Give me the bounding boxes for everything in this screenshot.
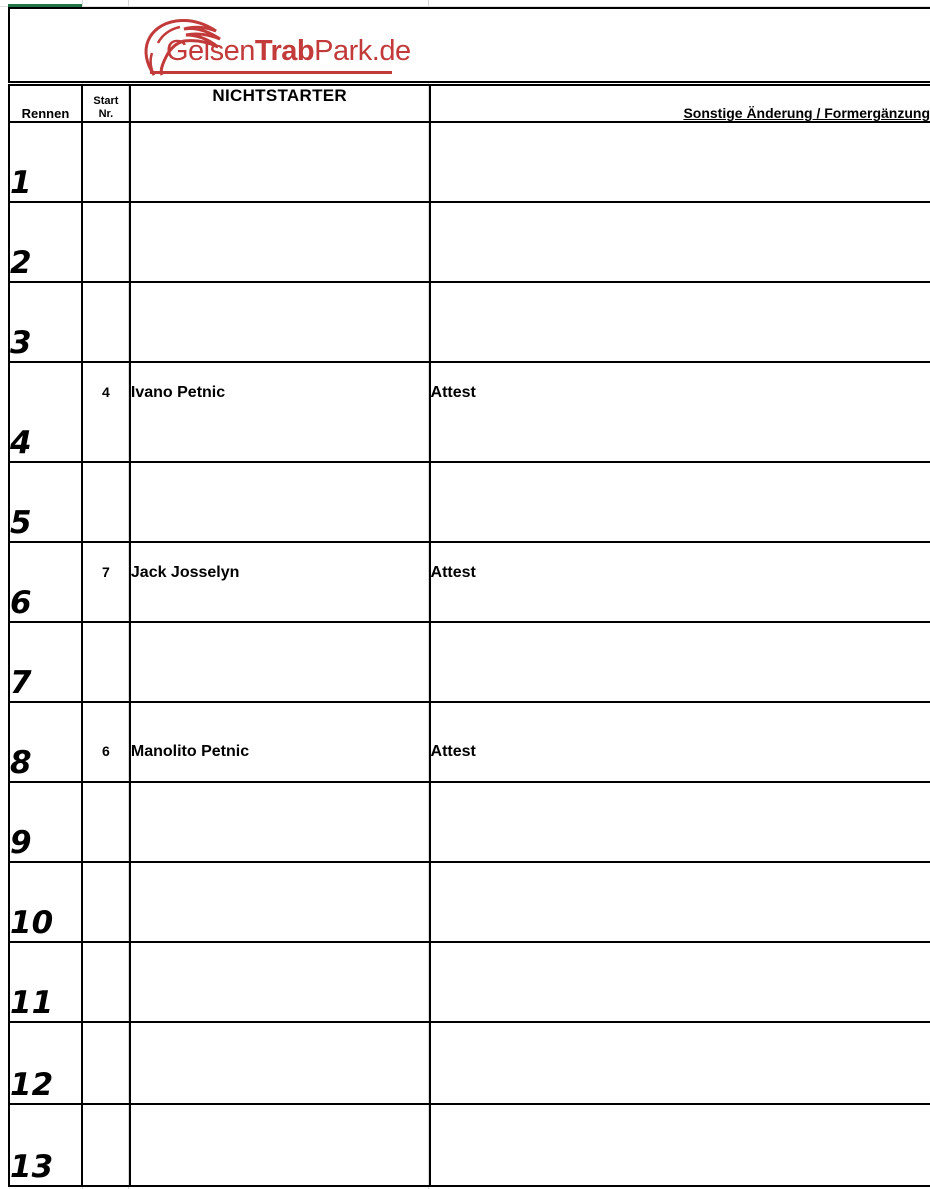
remark-cell[interactable] (430, 942, 930, 1022)
remark-cell[interactable] (430, 542, 930, 622)
horse-name (131, 1023, 429, 1044)
race-number-cell[interactable]: 13 (9, 1104, 82, 1186)
horse-name (131, 463, 429, 484)
start-number-cell[interactable] (82, 782, 130, 862)
horse-name (131, 863, 429, 884)
header-start-line2: Nr. (98, 108, 114, 120)
remark-text: Attest (430, 743, 476, 760)
start-number-cell[interactable] (82, 622, 130, 702)
table-row (9, 542, 930, 622)
start-number (83, 283, 129, 304)
remark-text (431, 863, 930, 884)
logo-header-cell[interactable] (8, 7, 930, 83)
race-number-cell[interactable]: 6 (9, 542, 82, 622)
start-number: 7 (102, 564, 110, 580)
start-number-cell[interactable] (82, 122, 130, 202)
gelsentrabpark-logo (136, 13, 436, 79)
race-number-cell[interactable]: 4 (9, 362, 82, 462)
remark-text (431, 123, 930, 144)
remark-text (431, 1105, 930, 1126)
start-number (83, 123, 129, 144)
remark-cell[interactable] (430, 202, 930, 282)
logo-underline (150, 71, 392, 74)
table-row (9, 782, 930, 862)
table-row (9, 122, 930, 202)
start-number (83, 623, 129, 644)
horse-name-cell[interactable] (130, 542, 430, 622)
remark-cell[interactable] (430, 702, 930, 782)
start-number-cell[interactable] (82, 362, 130, 462)
start-number-cell[interactable] (82, 1104, 130, 1186)
horse-name-cell[interactable] (130, 862, 430, 942)
start-number (83, 1105, 129, 1126)
remark-text: Attest (430, 564, 476, 581)
horse-name-cell[interactable] (130, 282, 430, 362)
race-number-cell[interactable]: 8 (9, 702, 82, 782)
race-number-cell[interactable]: 1 (9, 122, 82, 202)
start-number (83, 1023, 129, 1044)
start-number-cell[interactable] (82, 282, 130, 362)
remark-cell[interactable] (430, 622, 930, 702)
table-row (9, 282, 930, 362)
horse-name-cell[interactable] (130, 622, 430, 702)
horse-name-cell[interactable] (130, 1104, 430, 1186)
start-number (83, 203, 129, 224)
horse-name (131, 943, 429, 964)
race-number-cell[interactable]: 7 (9, 622, 82, 702)
horse-name-cell[interactable] (130, 942, 430, 1022)
remark-cell[interactable] (430, 1104, 930, 1186)
horse-name-cell[interactable] (130, 462, 430, 542)
table-row (9, 622, 930, 702)
horse-name: Ivano Petnic (130, 384, 226, 401)
horse-name (131, 123, 429, 144)
start-number: 4 (102, 384, 110, 400)
logo-text: GelsenTrabPark.de (166, 35, 411, 67)
start-number-cell[interactable] (82, 702, 130, 782)
remark-text (431, 783, 930, 804)
race-number-cell[interactable]: 10 (9, 862, 82, 942)
header-sonstige[interactable]: Sonstige Änderung / Formergänzung (430, 85, 930, 122)
start-number-cell[interactable] (82, 202, 130, 282)
header-row (9, 85, 930, 122)
horse-name: Manolito Petnic (130, 743, 250, 760)
table-row (9, 202, 930, 282)
horse-name-cell[interactable] (130, 362, 430, 462)
remark-text (431, 1023, 930, 1044)
remark-text: Attest (430, 384, 476, 401)
remark-cell[interactable] (430, 362, 930, 462)
horse-name-cell[interactable] (130, 702, 430, 782)
header-nichtstarter[interactable]: NICHTSTARTER (130, 85, 430, 122)
start-number: 6 (102, 743, 110, 759)
remark-text (431, 623, 930, 644)
table-row (9, 1104, 930, 1186)
remark-cell[interactable] (430, 862, 930, 942)
table-row (9, 462, 930, 542)
start-number (83, 463, 129, 484)
race-number-cell[interactable]: 12 (9, 1022, 82, 1104)
horse-name (131, 203, 429, 224)
horse-name-cell[interactable] (130, 782, 430, 862)
nichtstarter-table (8, 84, 930, 1187)
table-row (9, 362, 930, 462)
start-number (83, 783, 129, 804)
start-number (83, 943, 129, 964)
horse-name-cell[interactable] (130, 122, 430, 202)
remark-text (431, 283, 930, 304)
table-row (9, 702, 930, 782)
race-number-cell[interactable]: 2 (9, 202, 82, 282)
table-row (9, 1022, 930, 1104)
remark-cell[interactable] (430, 122, 930, 202)
remark-cell[interactable] (430, 1022, 930, 1104)
horse-name-cell[interactable] (130, 202, 430, 282)
race-number-cell[interactable]: 9 (9, 782, 82, 862)
horse-name (131, 783, 429, 804)
start-number-cell[interactable] (82, 862, 130, 942)
remark-cell[interactable] (430, 782, 930, 862)
remark-cell[interactable] (430, 282, 930, 362)
remark-text (431, 203, 930, 224)
horse-name-cell[interactable] (130, 1022, 430, 1104)
table-row (9, 862, 930, 942)
start-number (83, 863, 129, 884)
header-rennen[interactable]: Rennen (9, 85, 82, 122)
race-number-cell[interactable]: 11 (9, 942, 82, 1022)
table-row (9, 942, 930, 1022)
horse-name: Jack Josselyn (130, 564, 240, 581)
horse-name (131, 1105, 429, 1126)
start-number-cell[interactable] (82, 1022, 130, 1104)
horse-name (131, 623, 429, 644)
race-number-cell[interactable]: 3 (9, 282, 82, 362)
remark-text (431, 943, 930, 964)
remark-cell[interactable] (430, 462, 930, 542)
header-start-line1: Start (93, 95, 119, 107)
start-number-cell[interactable] (82, 462, 130, 542)
start-number-cell[interactable] (82, 542, 130, 622)
start-number-cell[interactable] (82, 942, 130, 1022)
header-start-nr[interactable] (82, 85, 130, 122)
remark-text (431, 463, 930, 484)
horse-name (131, 283, 429, 304)
race-number-cell[interactable]: 5 (9, 462, 82, 542)
